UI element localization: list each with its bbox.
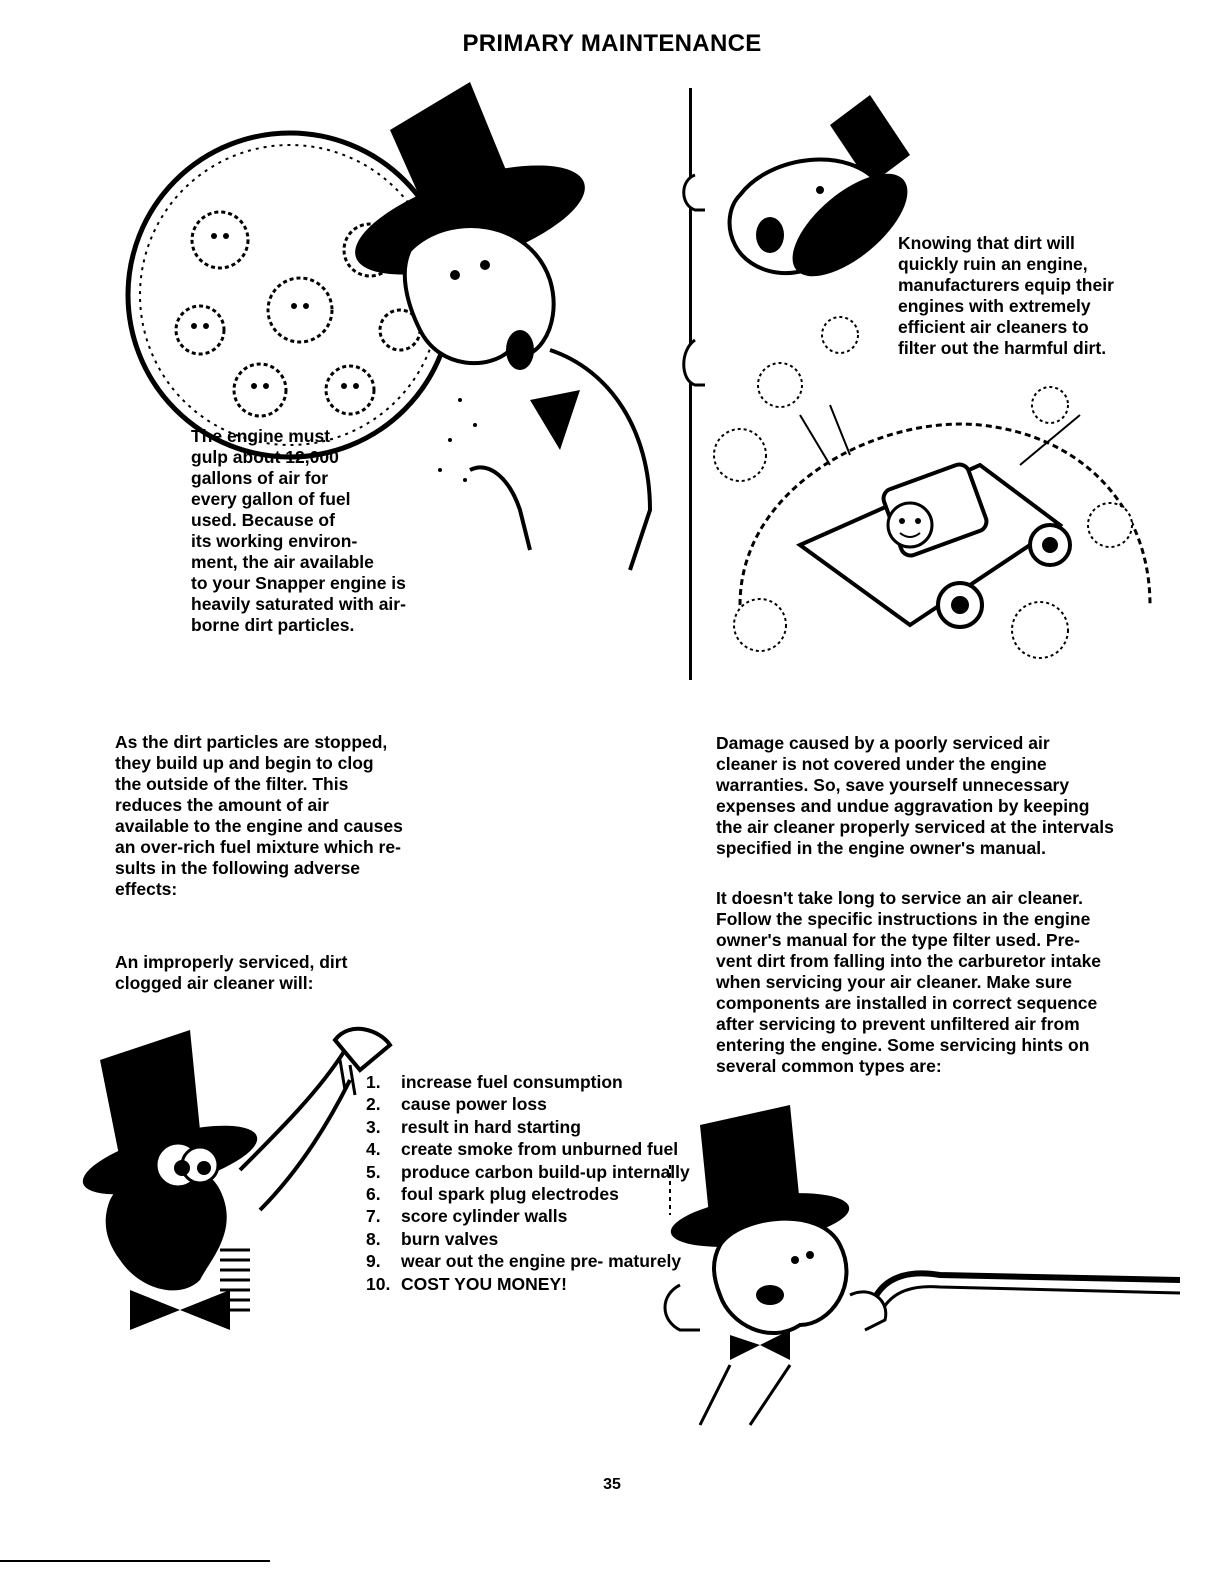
list-item-text: foul spark plug electrodes — [401, 1184, 619, 1205]
list-item-number: 9. — [366, 1251, 381, 1272]
lawn-mower-icon — [740, 405, 1150, 627]
list-item — [366, 1071, 706, 1093]
mascot-body-icon — [470, 350, 650, 570]
list-item-text: result in hard starting — [401, 1116, 581, 1137]
paragraph-servicing-instructions: It doesn't take long to service an air cleaner. Follow the specific instructions in the engine owner's manual for the type filter used. Pre- vent dirt from falling into the carburetor intake when servicing your air cleaner. Make sure components are installed in correct sequence after servicing to prevent unfiltered air from entering the engine. Some servicing hints on several common types are: — [716, 888, 1102, 1076]
list-item-text: create smoke from unburned fuel — [401, 1139, 679, 1160]
legs-icon — [700, 1365, 790, 1425]
lawnmower-air-cleaner-illustration — [680, 85, 1160, 675]
adverse-effects-list — [366, 1071, 706, 1295]
list-item-text: increase fuel consumption — [401, 1072, 623, 1092]
mascot-head-icon — [714, 1219, 846, 1333]
list-item — [366, 1273, 706, 1295]
peeking-mascot-icon — [684, 95, 924, 385]
mascot-with-hose-illustration — [640, 1105, 1180, 1435]
caption-air-intake: The engine must gulp about 12,000 gallons of air for every gallon of fuel used. Because of its working environ- ment, the air available to your Snapper engine is heavily saturated with air- borne dirt particles. — [191, 426, 406, 635]
list-item — [366, 1228, 706, 1250]
list-item — [366, 1093, 706, 1115]
list-item-number: 1. — [366, 1072, 381, 1092]
list-item — [366, 1183, 706, 1205]
list-item-number: 4. — [366, 1139, 381, 1160]
list-item — [366, 1205, 706, 1227]
list-item-number: 7. — [366, 1206, 381, 1227]
scan-artifact-line — [0, 1560, 270, 1562]
list-item-text: wear out the engine pre- maturely — [401, 1251, 682, 1272]
list-item-number: 5. — [366, 1161, 381, 1182]
list-item — [366, 1116, 706, 1138]
list-item — [366, 1250, 706, 1272]
paragraph-warranty-damage: Damage caused by a poorly serviced air cleaner is not covered under the engine warranties. So, save yourself unnecessary expenses and undue aggravation by keeping the air cleaner properly serviced at the intervals specified in the engine owner's manual. — [716, 733, 1114, 858]
list-item — [366, 1138, 706, 1160]
spring-icon — [220, 1250, 250, 1310]
bow-tie-icon — [730, 1330, 790, 1360]
bow-tie-icon — [130, 1290, 230, 1330]
paragraph-dirt-particles: As the dirt particles are stopped, they build up and begin to clog the outside of the filter. This reduces the amount of air available to the engine and causes an over-rich fuel mixture which re- sults in the following adverse effects: — [115, 732, 403, 899]
list-item-number: 3. — [366, 1116, 381, 1137]
hose-icon — [870, 1273, 1180, 1315]
caption-air-cleaners: Knowing that dirt will quickly ruin an engine, manufacturers equip their engines with extremely efficient air cleaners to filter out the harmful dirt. — [898, 233, 1114, 358]
list-item — [366, 1161, 706, 1183]
list-item-text: produce carbon build-up internally — [401, 1161, 690, 1182]
paragraph-clogged-cleaner-intro: An improperly serviced, dirt clogged air cleaner will: — [115, 952, 348, 993]
list-item-text: cause power loss — [401, 1094, 547, 1115]
list-item-number: 6. — [366, 1184, 381, 1205]
list-item-text: burn valves — [401, 1228, 499, 1249]
list-item-number: 10. — [366, 1273, 391, 1294]
pointing-mascot-illustration — [80, 1010, 400, 1350]
list-item-text: COST YOU MONEY! — [401, 1273, 567, 1294]
list-item-number: 8. — [366, 1228, 381, 1249]
page-title: PRIMARY MAINTENANCE — [462, 30, 762, 57]
list-item-number: 2. — [366, 1094, 381, 1115]
page-number: 35 — [603, 1476, 621, 1493]
list-item-text: score cylinder walls — [401, 1206, 568, 1227]
